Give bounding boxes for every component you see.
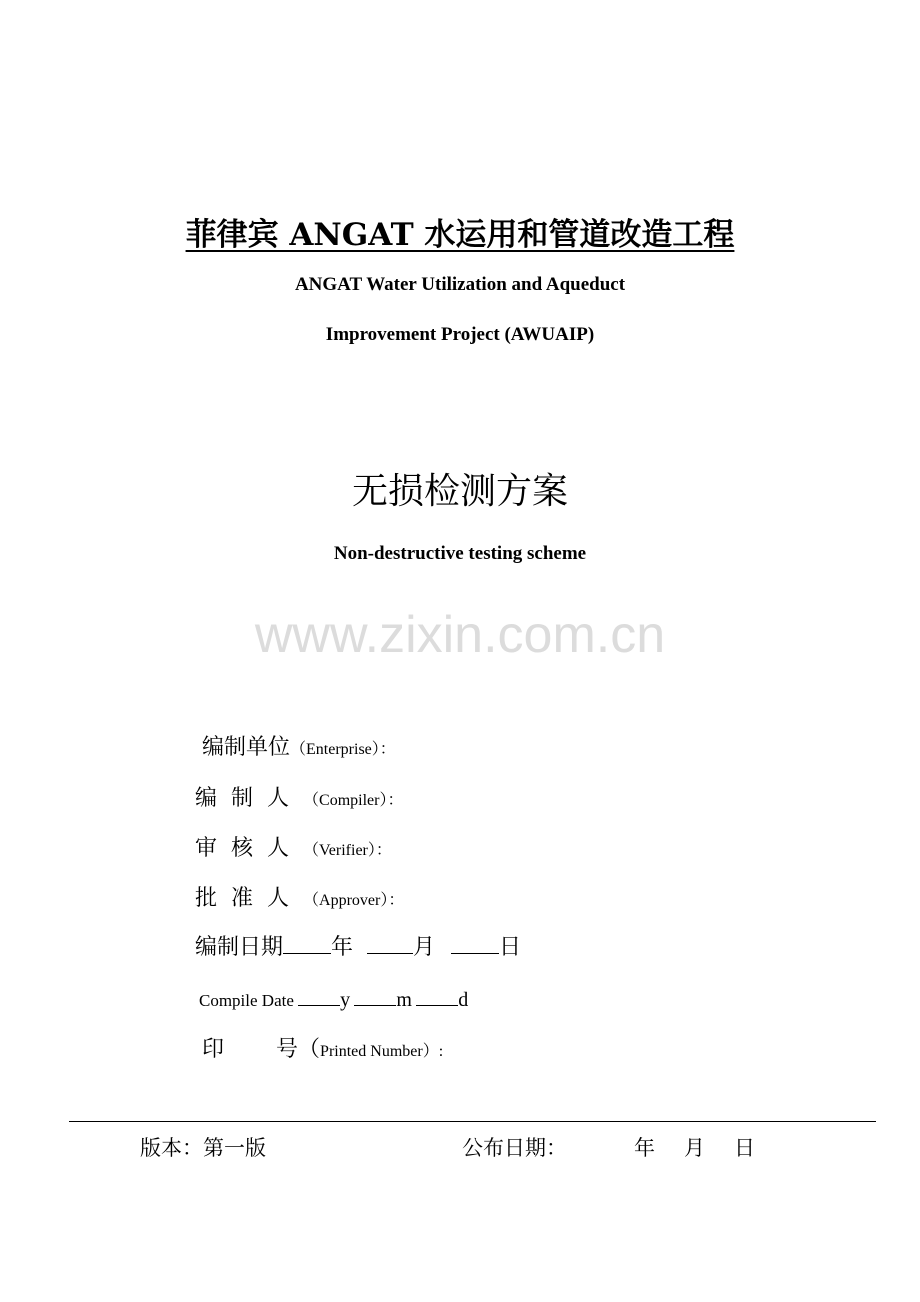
footer-year: 年 — [634, 1136, 655, 1160]
document-title-en: Non-destructive testing scheme — [333, 543, 587, 564]
footer-divider — [69, 1121, 876, 1122]
y-blank — [298, 1005, 340, 1006]
footer-month: 月 — [684, 1136, 705, 1160]
field-enterprise-en: （Enterprise）： — [290, 741, 396, 758]
compile-date-cn-label: 编制日期 — [195, 935, 284, 960]
compile-date-en-label: Compile Date — [199, 991, 294, 1010]
field-compiler-label: 编制人 — [195, 786, 304, 811]
field-compile-date-en — [199, 988, 468, 1013]
footer-version: 版本：第一版 — [140, 1136, 266, 1160]
field-compiler-en: （Compiler）： — [303, 792, 404, 809]
m-blank — [354, 1005, 396, 1006]
footer-publish-label: 公布日期： — [462, 1136, 567, 1160]
field-verifier-en: （Verifier）： — [303, 842, 392, 859]
compile-date-en-d: d — [458, 989, 469, 1011]
field-approver-label: 批准人 — [195, 886, 304, 911]
compile-date-en-m: m — [396, 989, 412, 1011]
footer-day: 日 — [734, 1136, 755, 1160]
field-printed-number — [202, 1035, 443, 1067]
project-title-en-line2: Improvement Project (AWUAIP) — [325, 324, 595, 345]
compile-date-month: 月 — [413, 935, 436, 960]
compile-date-day: 日 — [499, 935, 522, 960]
printed-number-cn-2: 号 — [276, 1037, 299, 1062]
d-blank — [416, 1005, 458, 1006]
month-blank — [367, 953, 413, 954]
year-blank — [283, 953, 331, 954]
field-verifier-label: 审核人 — [195, 836, 304, 861]
field-approver-en: （Approver）： — [303, 892, 405, 909]
day-blank — [451, 953, 499, 954]
printed-number-paren: （ — [298, 1037, 321, 1062]
project-title-cn-text: 菲律宾 ANGAT 水运用和管道改造工程 — [185, 217, 735, 253]
field-compiler — [195, 784, 403, 816]
field-approver — [195, 884, 404, 916]
field-compile-date-cn — [195, 933, 521, 963]
field-enterprise-label: 编制单位 — [202, 735, 291, 760]
compile-date-en-y: y — [340, 989, 351, 1011]
watermark: www.zixin.com.cn — [254, 606, 666, 664]
printed-number-cn-1: 印 — [202, 1037, 225, 1062]
document-title-cn: 无损检测方案 — [351, 471, 568, 512]
field-verifier — [195, 834, 392, 866]
field-enterprise — [202, 733, 396, 765]
printed-number-en: Printed Number）: — [320, 1043, 444, 1060]
compile-date-year: 年 — [331, 935, 354, 960]
project-title-en-line1: ANGAT Water Utilization and Aqueduct — [294, 274, 626, 295]
project-title-cn — [0, 213, 920, 257]
